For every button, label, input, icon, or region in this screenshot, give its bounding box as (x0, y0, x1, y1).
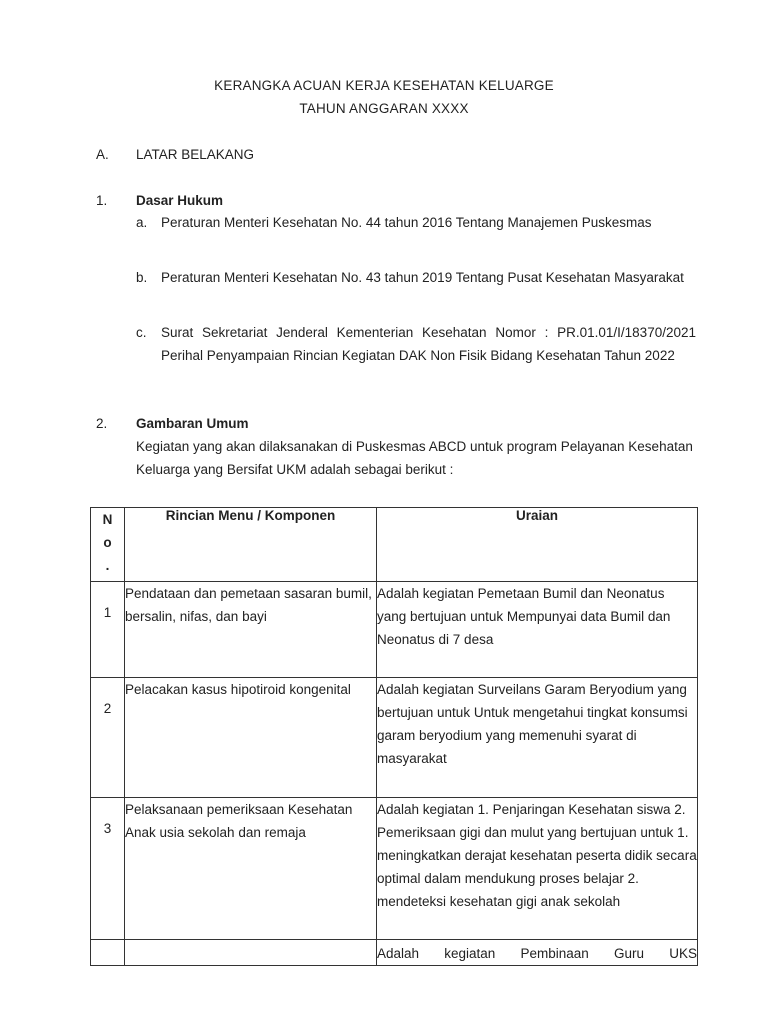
item2-heading: Gambaran Umum (136, 416, 249, 431)
sub-a-letter: a. (136, 215, 148, 230)
sub-a-text: Peraturan Menteri Kesehatan No. 44 tahun 2016 Tentang Manajemen Puskesmas (161, 215, 652, 230)
header-komponen: Rincian Menu / Komponen (125, 508, 377, 582)
header-no-char: N (102, 512, 113, 527)
row-komponen: Pelaksanaan pemeriksaan Kesehatan Anak usia sekolah dan remaja (125, 798, 377, 940)
item2-number: 2. (96, 416, 108, 431)
item1-heading: Dasar Hukum (136, 193, 224, 208)
section-a-title: LATAR BELAKANG (136, 147, 255, 162)
row-number (91, 940, 125, 966)
table-row (91, 678, 698, 798)
document-title: KERANGKA ACUAN KERJA KESEHATAN KELUARGE (214, 78, 554, 93)
row-uraian: Adalah kegiatan Surveilans Garam Beryodium yang bertujuan untuk Untuk mengetahui tingkat konsumsi garam beryodium yang memenuhi syarat di masyarakat (377, 678, 698, 798)
table-row (91, 940, 698, 966)
header-uraian: Uraian (377, 508, 698, 582)
sub-c-text: Surat Sekretariat Jenderal Kementerian Kesehatan Nomor : PR.01.01/I/18370/2021 Perihal Penyampaian Rincian Kegiatan DAK Non Fisik Bidang Kesehatan Tahun 2022 (161, 325, 696, 363)
row-komponen: Pendataan dan pemetaan sasaran bumil, bersalin, nifas, dan bayi (125, 582, 377, 678)
activity-table (90, 507, 698, 966)
sub-b-letter: b. (136, 270, 148, 285)
section-a-label: A. (96, 147, 109, 162)
sub-b-text: Peraturan Menteri Kesehatan No. 43 tahun 2019 Tentang Pusat Kesehatan Masyarakat (161, 270, 684, 285)
header-no-char: . (105, 558, 110, 573)
document-subtitle: TAHUN ANGGARAN XXXX (299, 101, 469, 116)
sub-c-letter: c. (136, 325, 147, 340)
row-number: 1 (91, 582, 125, 678)
table-row (91, 582, 698, 678)
row-number: 2 (91, 678, 125, 798)
row-uraian: Adalah kegiatan 1. Penjaringan Kesehatan siswa 2. Pemeriksaan gigi dan mulut yang bertujuan untuk 1. meningkatkan derajat kesehatan peserta didik secara optimal dalam mendukung proses belajar 2. mendeteksi kesehatan gigi anak sekolah (377, 798, 698, 940)
row-uraian: Adalah kegiatan Pembinaan Guru UKS (377, 940, 698, 966)
row-number: 3 (91, 798, 125, 940)
row-uraian: Adalah kegiatan Pemetaan Bumil dan Neonatus yang bertujuan untuk Mempunyai data Bumil dan Neonatus di 7 desa (377, 582, 698, 678)
header-no (91, 508, 125, 582)
header-no-char: o (103, 535, 112, 550)
row-komponen (125, 940, 377, 966)
table-row (91, 798, 698, 940)
item1-number: 1. (96, 193, 108, 208)
row-komponen: Pelacakan kasus hipotiroid kongenital (125, 678, 377, 798)
item2-paragraph: Kegiatan yang akan dilaksanakan di Puskesmas ABCD untuk program Pelayanan Kesehatan Keluarga yang Bersifat UKM adalah sebagai berikut : (136, 439, 693, 477)
table-header-row (91, 508, 698, 582)
